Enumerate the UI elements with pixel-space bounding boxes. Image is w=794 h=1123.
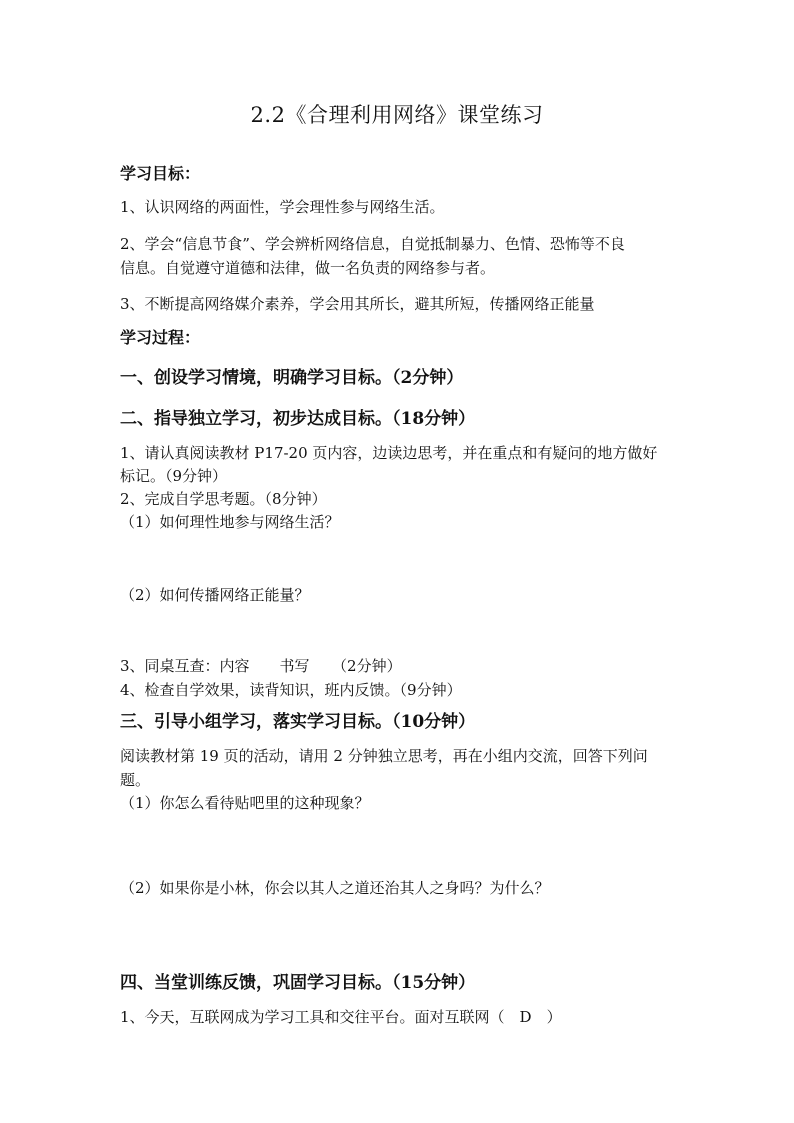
section-heading: 三、引导小组学习，落实学习目标。（10分钟） (120, 712, 476, 732)
question-line: （2）如何传播网络正能量？ (120, 586, 310, 604)
section-heading: 二、指导独立学习，初步达成目标。（18分钟） (120, 409, 476, 429)
text-line: 4、检查自学效果，读背知识，班内反馈。（9分钟） (120, 681, 462, 699)
section-heading: 四、当堂训练反馈，巩固学习目标。（15分钟） (120, 973, 476, 993)
text-line: 2、完成自学思考题。（8分钟） (120, 490, 327, 508)
text-line: 1、请认真阅读教材 P17-20 页内容，边读边思考，并在重点和有疑问的地方做好 (120, 444, 658, 462)
goal-item: 信息。自觉遵守道德和法律，做一名负责的网络参与者。 (120, 259, 496, 277)
question-line: （2）如果你是小林，你会以其人之道还治其人之身吗？为什么？ (120, 879, 550, 897)
question-line: （1）如何理性地参与网络生活？ (120, 513, 340, 531)
text-line: 题。 (120, 771, 151, 789)
goal-item: 2、学会“信息节食”、学会辨析网络信息，自觉抵制暴力、色情、恐怖等不良 (120, 235, 625, 253)
section-heading: 一、创设学习情境，明确学习目标。（2分钟） (120, 368, 464, 388)
text-line: 阅读教材第 19 页的活动，请用 2 分钟独立思考，再在小组内交流，回答下列问 (120, 747, 648, 765)
process-heading: 学习过程： (120, 328, 201, 347)
text-line: 标记。（9分钟） (120, 467, 228, 485)
goals-heading: 学习目标： (120, 164, 201, 183)
text-line: 1、今天，互联网成为学习工具和交往平台。面对互联网（ D ） (120, 1008, 562, 1026)
text-line: 3、同桌互查：内容 书写 （2分钟） (120, 657, 402, 675)
goal-item: 3、不断提高网络媒介素养，学会用其所长，避其所短，传播网络正能量 (120, 295, 595, 313)
question-line: （1）你怎么看待贴吧里的这种现象？ (120, 794, 370, 812)
goal-item: 1、认识网络的两面性，学会理性参与网络生活。 (120, 198, 445, 216)
page-title: 2.2《合理利用网络》课堂练习 (250, 103, 544, 127)
